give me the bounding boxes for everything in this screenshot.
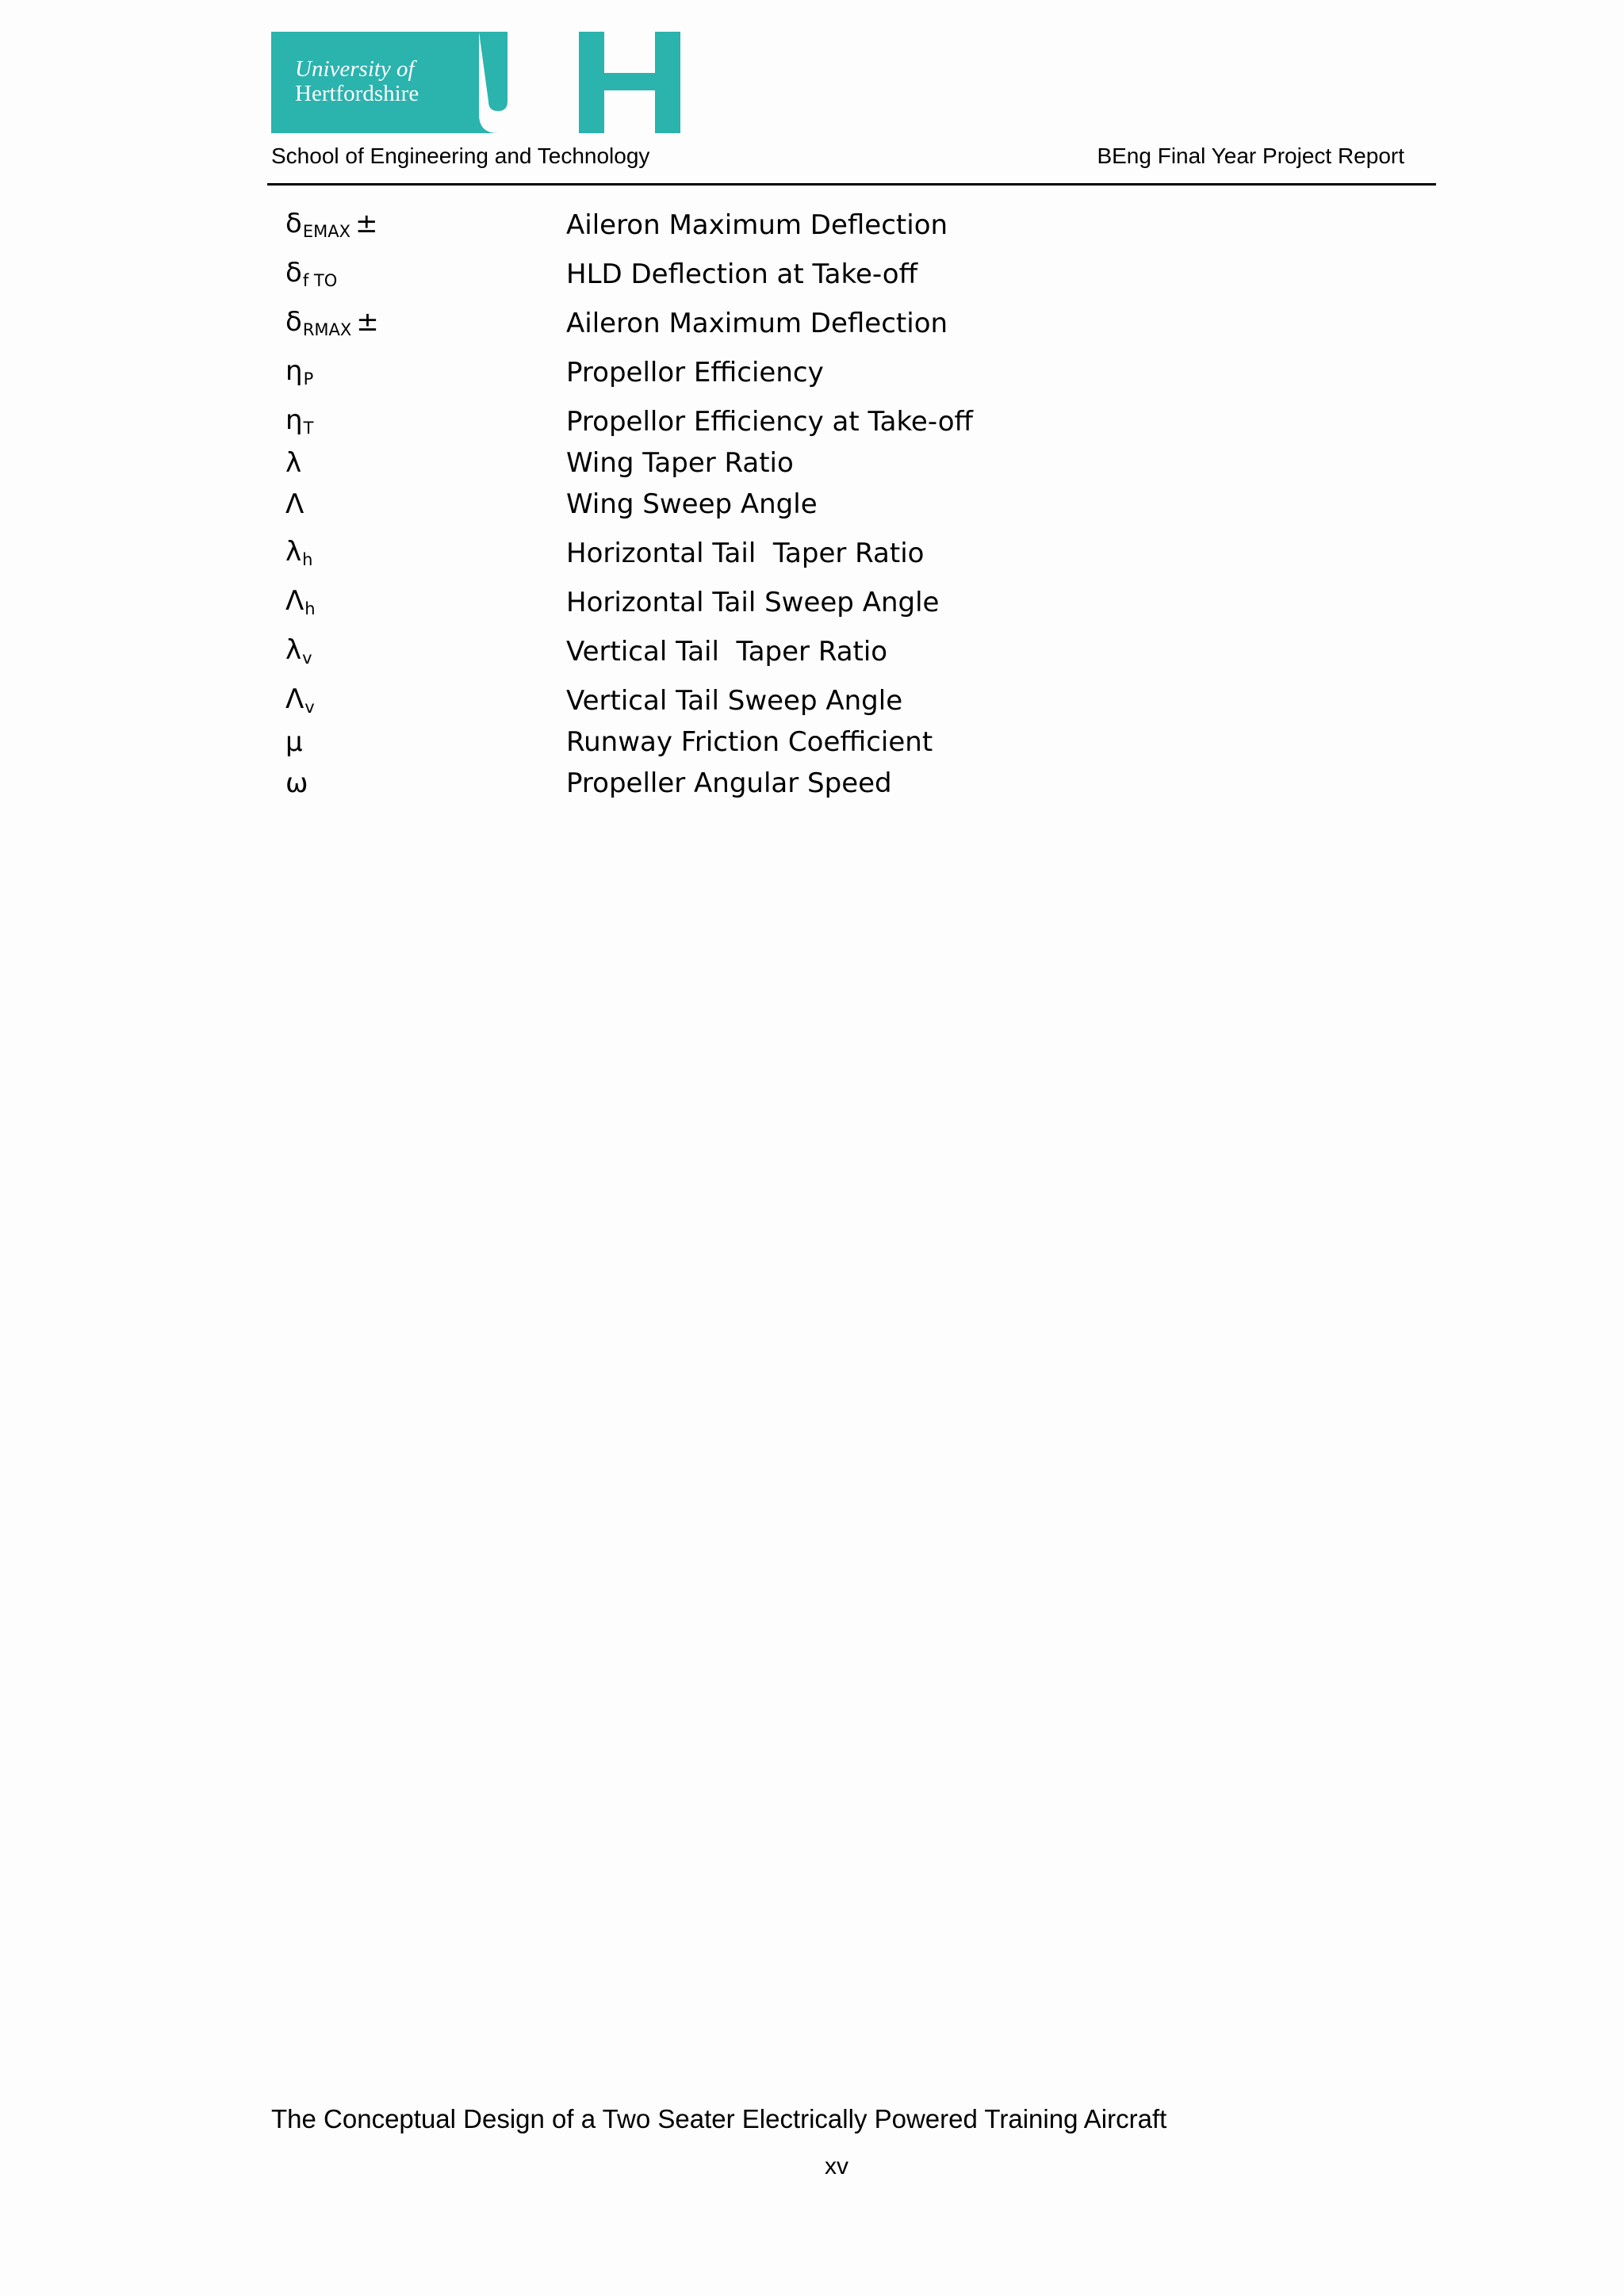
symbol-description: Horizontal Tail Taper Ratio xyxy=(566,538,925,569)
symbol-letter: δ xyxy=(285,257,302,289)
symbol-description: Propellor Efficiency xyxy=(566,357,824,388)
symbol-letter: λ xyxy=(285,634,302,666)
logo-line-1: University of xyxy=(295,56,415,82)
symbol xyxy=(285,404,313,438)
nomenclature-row xyxy=(0,404,1624,446)
nomenclature-row xyxy=(0,536,1624,577)
symbol-subscript: EMAX xyxy=(302,222,350,241)
symbol xyxy=(285,536,312,569)
nomenclature-row xyxy=(0,306,1624,347)
nomenclature-row xyxy=(0,634,1624,675)
symbol xyxy=(285,355,313,388)
symbol xyxy=(285,585,316,618)
page-number: xv xyxy=(825,2153,848,2179)
symbol-description: Runway Friction Coefficient xyxy=(566,726,933,758)
university-logo xyxy=(271,32,680,133)
nomenclature-row xyxy=(0,257,1624,298)
symbol-subscript: v xyxy=(304,698,315,717)
symbol xyxy=(285,257,337,290)
symbol xyxy=(285,634,312,668)
symbol-letter: δ xyxy=(285,208,302,239)
symbol-letter: Λ xyxy=(285,683,304,715)
symbol-letter: δ xyxy=(285,306,302,338)
nomenclature-row xyxy=(0,446,1624,487)
symbol-letter: λ xyxy=(285,447,302,479)
uh-logo-mark xyxy=(271,32,680,133)
symbol xyxy=(285,306,379,339)
footer-title: The Conceptual Design of a Two Seater Electrically Powered Training Aircraft xyxy=(271,2104,1167,2133)
symbol-subscript: P xyxy=(303,369,314,388)
symbol-subscript: T xyxy=(303,419,314,438)
nomenclature-row xyxy=(0,585,1624,626)
nomenclature-row xyxy=(0,208,1624,249)
symbol-description: Aileron Maximum Deflection xyxy=(566,209,948,241)
symbol xyxy=(285,726,303,758)
symbol-description: Propeller Angular Speed xyxy=(566,767,892,799)
nomenclature-row xyxy=(0,725,1624,766)
symbol xyxy=(285,767,308,799)
nomenclature-row xyxy=(0,766,1624,807)
logo-line-2: Hertfordshire xyxy=(295,81,419,106)
symbol-description: HLD Deflection at Take-off xyxy=(566,258,918,290)
symbol-subscript: f TO xyxy=(302,271,338,290)
symbol-suffix: ± xyxy=(356,306,379,338)
symbol-description: Aileron Maximum Deflection xyxy=(566,308,948,339)
symbol-description: Wing Taper Ratio xyxy=(566,447,794,479)
symbol xyxy=(285,488,304,520)
logo-letter-u xyxy=(479,32,508,111)
symbol-letter: Λ xyxy=(285,585,304,617)
nomenclature-row xyxy=(0,355,1624,396)
symbol-description: Propellor Efficiency at Take-off xyxy=(566,406,973,438)
symbol-description: Wing Sweep Angle xyxy=(566,488,818,520)
symbol-subscript: h xyxy=(304,599,316,618)
header-school-name: School of Engineering and Technology xyxy=(271,144,650,168)
symbol-letter: Λ xyxy=(285,488,304,520)
symbol-description: Vertical Tail Taper Ratio xyxy=(566,636,888,668)
header-report-type: BEng Final Year Project Report xyxy=(1097,144,1404,168)
symbol-letter: λ xyxy=(285,536,302,568)
logo-letter-h-right xyxy=(655,32,680,133)
symbol-letter: ω xyxy=(285,767,308,799)
symbol-subscript: v xyxy=(302,649,312,668)
logo-letter-h-bar xyxy=(604,73,655,90)
header-divider xyxy=(267,183,1436,186)
symbol-subscript: RMAX xyxy=(302,320,352,339)
symbol-subscript: h xyxy=(302,550,313,569)
logo-letter-h-left xyxy=(579,32,604,133)
symbol-description: Horizontal Tail Sweep Angle xyxy=(566,587,940,618)
symbol-letter: η xyxy=(285,404,303,436)
symbol xyxy=(285,683,315,717)
symbol-suffix: ± xyxy=(354,208,378,239)
nomenclature-row xyxy=(0,683,1624,725)
symbol xyxy=(285,447,301,479)
symbol-description: Vertical Tail Sweep Angle xyxy=(566,685,903,717)
symbol xyxy=(285,208,377,241)
symbol-letter: μ xyxy=(285,726,303,758)
nomenclature-row xyxy=(0,487,1624,528)
symbol-letter: η xyxy=(285,355,303,387)
